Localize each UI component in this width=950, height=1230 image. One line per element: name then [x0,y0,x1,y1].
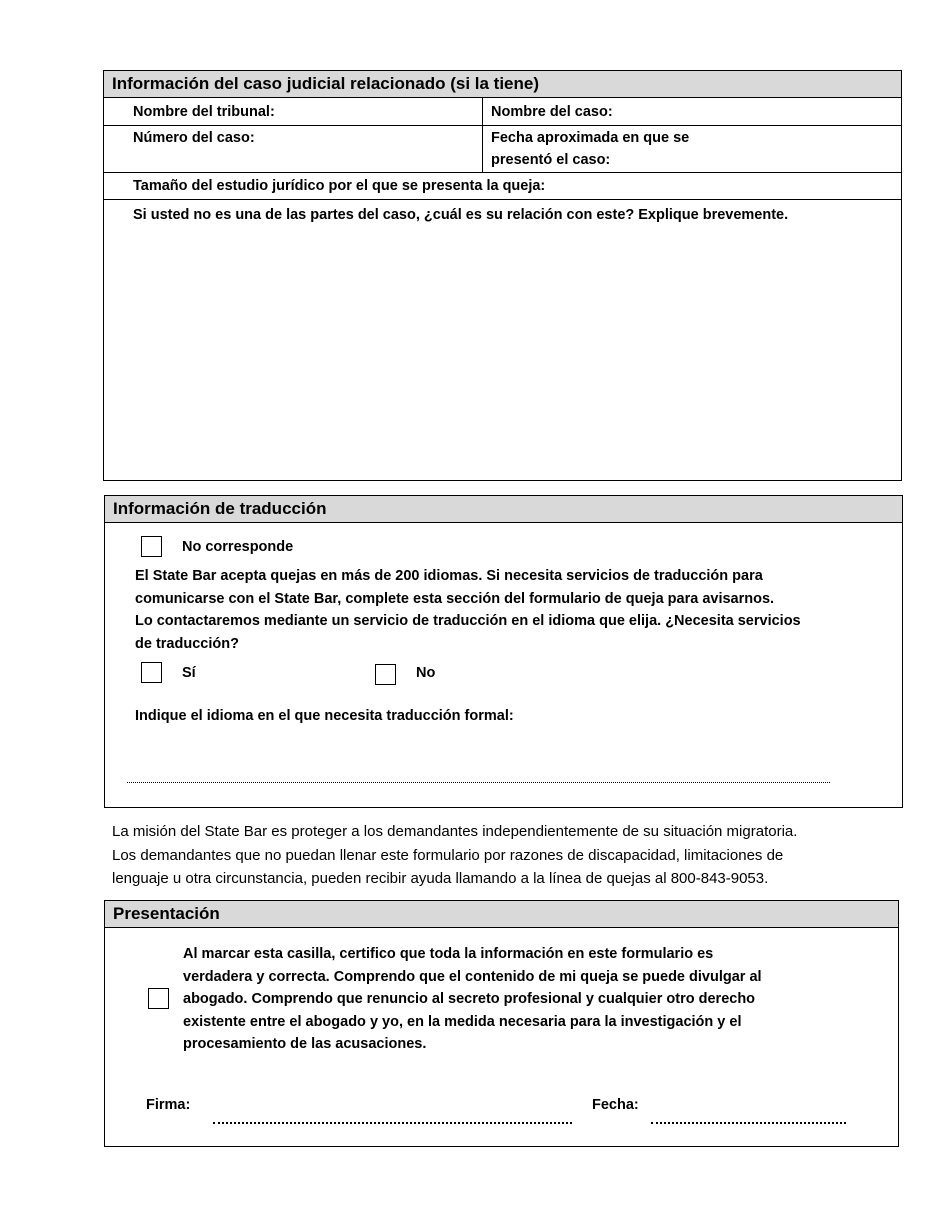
translation-yes-label: Sí [182,665,196,681]
translation-description-line: Lo contactaremos mediante un servicio de traducción en el idioma que elija. ¿Necesita servicios [135,613,801,629]
translation-header: Información de traducción [105,496,902,523]
row-divider [104,199,901,200]
relation-answer-area[interactable] [104,229,901,480]
column-divider [482,98,483,172]
translation-description-line: El State Bar acepta quejas en más de 200 idiomas. Si necesita servicios de traducción para [135,568,763,584]
date-line[interactable] [651,1122,846,1124]
filed-date-label: Fecha aproximada en que se [491,130,690,146]
signature-label: Firma: [146,1097,191,1113]
mission-line: La misión del State Bar es proteger a los demandantes independientemente de su situación migratoria. [112,823,798,840]
translation-no-checkbox[interactable] [375,664,396,685]
language-label: Indique el idioma en el que necesita traducción formal: [135,708,514,724]
case-number-label: Número del caso: [133,130,255,146]
firm-size-label: Tamaño del estudio jurídico por el que se presenta la queja: [133,178,546,194]
signature-line[interactable] [213,1122,572,1124]
certify-text [183,943,883,1056]
certify-line: abogado. Comprendo que renuncio al secreto profesional y cualquier otro derecho [183,991,756,1007]
language-input-line[interactable] [127,782,830,783]
mission-line: lenguaje u otra circunstancia, pueden recibir ayuda llamando a la línea de quejas al 800-843-9053. [112,870,769,887]
case-info-header: Información del caso judicial relacionado (si la tiene) [104,71,901,98]
row-divider [104,125,901,126]
translation-description-line: de traducción? [135,635,239,652]
mission-line: Los demandantes que no puedan llenar este formulario por razones de discapacidad, limitaciones de [112,846,784,864]
date-label: Fecha: [592,1097,639,1113]
certify-line: procesamiento de las acusaciones. [183,1036,427,1052]
relation-label: Si usted no es una de las partes del caso, ¿cuál es su relación con este? Explique brevemente. [133,207,789,223]
row-divider [104,172,901,173]
certify-line: verdadera y correcta. Comprendo que el contenido de mi queja se puede divulgar al [183,968,762,985]
certify-line: existente entre el abogado y yo, en la medida necesaria para la investigación y el [183,1013,742,1030]
translation-description-line: comunicarse con el State Bar, complete esta sección del formulario de queja para avisarnos. [135,590,775,607]
translation-description [135,565,895,655]
submission-section [104,900,899,1147]
translation-no-label: No [416,665,436,681]
certify-checkbox[interactable] [148,988,169,1009]
certify-line: Al marcar esta casilla, certifico que toda la información en este formulario es [183,946,714,962]
filed-date-label-cont: presentó el caso: [491,152,611,168]
mission-statement [112,820,902,891]
submission-header: Presentación [105,901,898,928]
not-applicable-label: No corresponde [182,539,294,555]
translation-section [104,495,903,808]
court-name-label: Nombre del tribunal: [133,104,275,120]
case-name-label: Nombre del caso: [491,104,613,120]
not-applicable-checkbox[interactable] [141,536,162,557]
case-info-section [103,70,902,481]
translation-yes-checkbox[interactable] [141,662,162,683]
